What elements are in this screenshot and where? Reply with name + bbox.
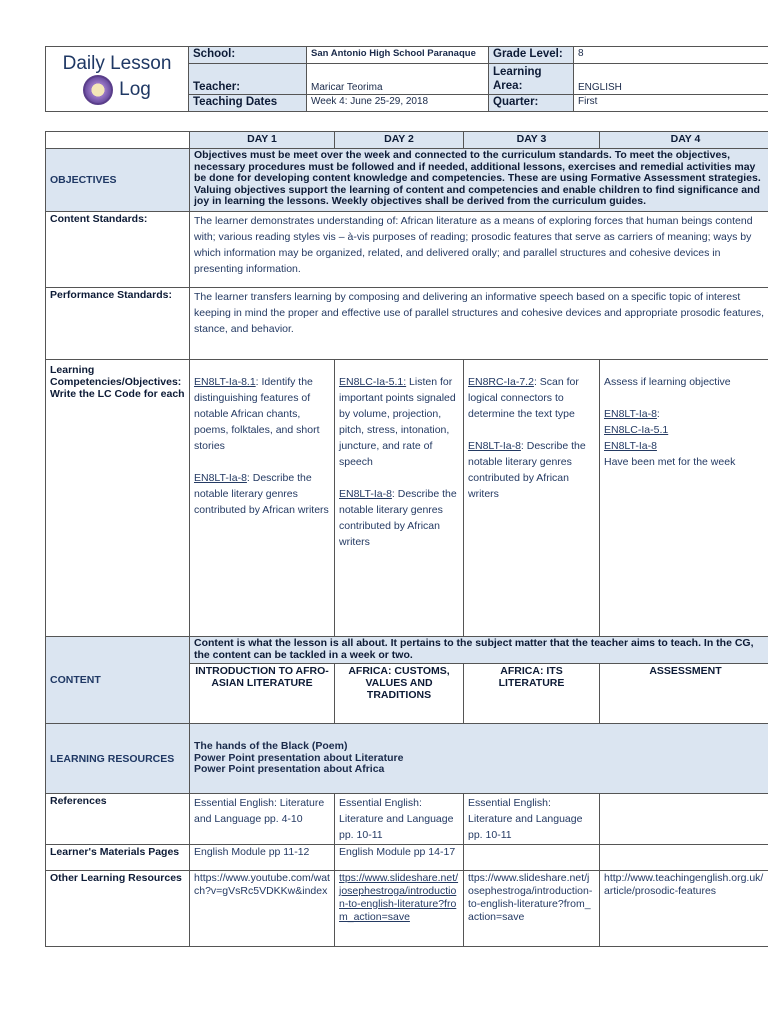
competency-day3 bbox=[464, 360, 600, 637]
content-day4: ASSESSMENT bbox=[600, 664, 768, 724]
school-value: San Antonio High School Paranaque bbox=[307, 47, 489, 64]
lm-pages-label: Learner's Materials Pages bbox=[46, 845, 190, 871]
competency-day2 bbox=[335, 360, 464, 637]
lc-code: EN8LC-Ia-5.1: bbox=[339, 376, 407, 388]
day-header: DAY 1 bbox=[190, 132, 335, 149]
objectives-note: Objectives must be meet over the week and connected to the curriculum standards. To meet the objectives, necessary procedures must be followed and if needed, additional lessons, exercises and remedial activities may be done for developing content knowledge and competencies. These are using Formative Assessment strategies. Valuing objectives support the learning of content and competencies and enable children to find significance and joy in learning the lessons. Weekly objectives shall be derived from the curriculum guides. bbox=[190, 149, 768, 212]
lm-pages-day4 bbox=[600, 845, 768, 871]
resources-note bbox=[190, 724, 768, 794]
lc-text: : Scan for logical connectors to determine the text type bbox=[468, 376, 579, 420]
lc-code: EN8LT-Ia-8 bbox=[604, 408, 657, 420]
lc-text: Have been met for the week bbox=[604, 456, 736, 468]
day-header: DAY 4 bbox=[600, 132, 768, 149]
lm-pages-day2: English Module pp 14-17 bbox=[335, 845, 464, 871]
content-day1: INTRODUCTION TO AFRO-ASIAN LITERATURE bbox=[190, 664, 335, 724]
references-day2: Essential English: Literature and Language pp. 10-11 bbox=[335, 794, 464, 845]
competency-day4 bbox=[600, 360, 768, 637]
references-label: References bbox=[46, 794, 190, 845]
lc-text: : Describe the notable literary genres contributed by African writers bbox=[468, 440, 586, 500]
dates-value: Week 4: June 25-29, 2018 bbox=[307, 95, 489, 112]
logo-title: Daily Lesson bbox=[62, 53, 172, 74]
references-day4 bbox=[600, 794, 768, 845]
deped-seal-icon bbox=[83, 75, 113, 105]
resource-item: Power Point presentation about Literature bbox=[194, 751, 404, 764]
content-day3: AFRICA: ITS LITERATURE bbox=[464, 664, 600, 724]
quarter-value: First bbox=[574, 95, 768, 112]
objectives-label: OBJECTIVES bbox=[46, 149, 190, 212]
content-day2: AFRICA: CUSTOMS, VALUES AND TRADITIONS bbox=[335, 664, 464, 724]
area-label: Learning Area: bbox=[489, 64, 574, 95]
lm-pages-day3 bbox=[464, 845, 600, 871]
performance-standards-text: The learner transfers learning by composing and delivering an informative speech based on a specific topic of interest keeping in mind the proper and effective use of parallel structures and cohesive devices and appropriate prosodic features, stance, and behavior. bbox=[190, 288, 768, 360]
resource-item: The hands of the Black (Poem) bbox=[194, 740, 348, 753]
day-header: DAY 3 bbox=[464, 132, 600, 149]
lc-text: Assess if learning objective bbox=[604, 376, 731, 388]
lc-code: EN8LT-Ia-8 bbox=[604, 440, 657, 452]
area-value: ENGLISH bbox=[574, 64, 768, 95]
teacher-label: Teacher: bbox=[189, 64, 307, 95]
header-table bbox=[45, 46, 768, 112]
lc-text: : Describe the notable literary genres contributed by African writers bbox=[339, 488, 457, 548]
grade-label: Grade Level: bbox=[489, 47, 574, 64]
content-standards-text: The learner demonstrates understanding of: African literature as a means of exploring forces that human beings contend with; various reading styles vis – à-vis purposes of reading; prosodic features that serve as carriers of meaning; ways by which information may be organized, related, and delivered orally; and parallel structures and cohesive devices in presenting information. bbox=[190, 212, 768, 288]
quarter-label: Quarter: bbox=[489, 95, 574, 112]
dates-label: Teaching Dates bbox=[189, 95, 307, 112]
day-header: DAY 2 bbox=[335, 132, 464, 149]
performance-standards-label: Performance Standards: bbox=[46, 288, 190, 360]
lc-code: EN8LT-Ia-8.1 bbox=[194, 376, 256, 388]
lesson-table bbox=[45, 131, 768, 947]
resources-label: LEARNING RESOURCES bbox=[46, 724, 190, 794]
lc-code: EN8LT-Ia-8 bbox=[339, 488, 392, 500]
other-resource-link-day2[interactable]: ttps://www.slideshare.net/josephestroga/introduction-to-english-literature?from_action=save bbox=[335, 871, 464, 947]
references-day1: Essential English: Literature and Language pp. 4-10 bbox=[190, 794, 335, 845]
lc-code: EN8LT-Ia-8 bbox=[468, 440, 521, 452]
logo-cell bbox=[46, 47, 189, 112]
lc-code: EN8LC-Ia-5.1 bbox=[604, 424, 669, 436]
lc-text: : Describe the notable literary genres contributed by African writers bbox=[194, 472, 329, 516]
competency-day1 bbox=[190, 360, 335, 637]
teacher-value: Maricar Teorima bbox=[307, 64, 489, 95]
lc-code: EN8LT-Ia-8 bbox=[194, 472, 247, 484]
competencies-label: Learning Competencies/Objectives: Write the LC Code for each bbox=[46, 360, 190, 637]
grade-value: 8 bbox=[574, 47, 768, 64]
content-label: CONTENT bbox=[46, 637, 190, 724]
content-standards-label: Content Standards: bbox=[46, 212, 190, 288]
references-day3: Essential English: Literature and Language pp. 10-11 bbox=[464, 794, 600, 845]
other-resource-link-day3[interactable]: ttps://www.slideshare.net/josephestroga/introduction-to-english-literature?from_action=save bbox=[464, 871, 600, 947]
content-note: Content is what the lesson is all about. It pertains to the subject matter that the teacher aims to teach. In the CG, the content can be tackled in a week or two. bbox=[190, 637, 768, 664]
other-resource-link-day1[interactable]: https://www.youtube.com/watch?v=gVsRc5VDKKw&index bbox=[190, 871, 335, 947]
lm-pages-day1: English Module pp 11-12 bbox=[190, 845, 335, 871]
other-resources-label: Other Learning Resources bbox=[46, 871, 190, 947]
corner-cell bbox=[46, 132, 190, 149]
lc-code: EN8RC-Ia-7.2 bbox=[468, 376, 534, 388]
resource-item: Power Point presentation about Africa bbox=[194, 763, 385, 776]
lc-text: : Identify the distinguishing features of notable African chants, poems, folktales, and short stories bbox=[194, 376, 320, 452]
lc-code-suffix: : bbox=[656, 408, 660, 420]
other-resource-link-day4[interactable]: http://www.teachingenglish.org.uk/article/prosodic-features bbox=[600, 871, 768, 947]
school-label: School: bbox=[189, 47, 307, 64]
logo-subtitle: Log bbox=[119, 79, 151, 100]
lc-text: Listen for important points signaled by volume, projection, pitch, stress, intonation, juncture, and rate of speech bbox=[339, 376, 456, 468]
